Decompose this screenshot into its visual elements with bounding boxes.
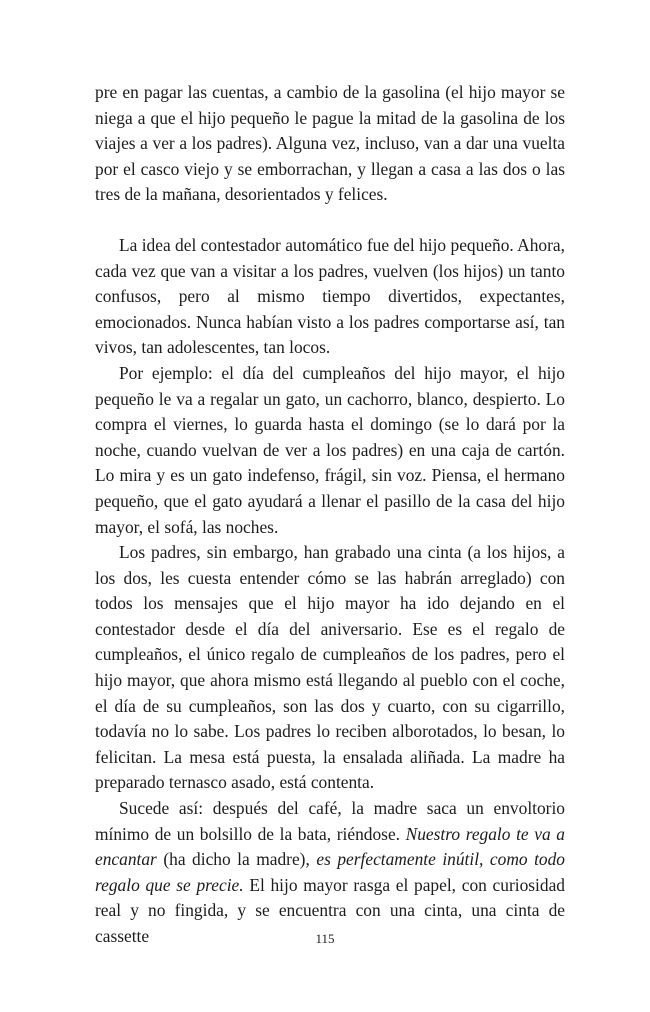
section-break — [95, 208, 565, 233]
paragraph-continuation: pre en pagar las cuentas, a cambio de la gasolina (el hijo mayor se niega a que el hijo pequeño le pague la mitad de la gasolina de los viajes a ver a los padres). Alguna vez, incluso, van a dar una vuelta por el casco viejo y se emborrachan, y llegan a casa a las dos o las tres de la mañana, desorientados y felices. — [95, 82, 565, 205]
paragraph-after-coffee — [95, 796, 565, 950]
body-text — [95, 80, 565, 950]
paragraph-answering-machine: La idea del contestador automático fue del hijo pequeño. Ahora, cada vez que van a visitar a los padres, vuelven (los hijos) un tanto confusos, pero al mismo tiempo divertidos, expectantes, emocionados. Nunca habían visto a los padres comportarse así, tan vivos, tan adolescentes, tan locos. — [95, 234, 565, 358]
italic-quote-mother-2: es perfectamente inútil, como todo regalo que se precie. — [95, 849, 565, 895]
paragraph-birthday-cat: Por ejemplo: el día del cumpleaños del hijo mayor, el hijo pequeño le va a regalar un gato, un cachorro, blanco, despierto. Lo compra el viernes, lo guarda hasta el domingo (se lo dará por la noche, cuando vuelvan de ver a los padres) en una caja de cartón. Lo mira y es un gato indefenso, frágil, sin voz. Piensa, el hermano pequeño, que el gato ayudará a llenar el pasillo de la casa del hijo mayor, el sofá, las noches. — [95, 362, 565, 537]
paragraph-after-coffee-start: Sucede así: después del café, la madre saca un envoltorio mínimo de un bolsillo de la bata, riéndose. — [95, 798, 565, 844]
paragraph-after-coffee-end: El hijo mayor rasga el papel, con curiosidad real y no fingida, y se encuentra con una cinta, una cinta de cassette — [95, 874, 565, 946]
paragraph-tape-gift: Los padres, sin embargo, han grabado una cinta (a los hijos, a los dos, les cuesta entender cómo se las habrán arreglado) con todos los mensajes que el hijo mayor ha ido dejando en el contestador desde el día del aniversario. Ese es el regalo de cumpleaños, el único regalo de cumpleaños de los padres, pero el hijo mayor, que ahora mismo está llegando al pueblo con el coche, el día de su cumpleaños, son las dos y cuarto, con su cigarrillo, todavía no lo sabe. Los padres lo reciben alborotados, lo besan, lo felicitan. La mesa está puesta, la ensalada aliñada. La madre ha preparado ternasco asado, está contenta. — [95, 542, 565, 793]
paragraph-after-coffee-mid: (ha dicho la madre), — [156, 849, 317, 870]
italic-quote-mother-1: Nuestro regalo te va a encantar — [95, 823, 565, 870]
page-number: 115 — [315, 931, 335, 946]
